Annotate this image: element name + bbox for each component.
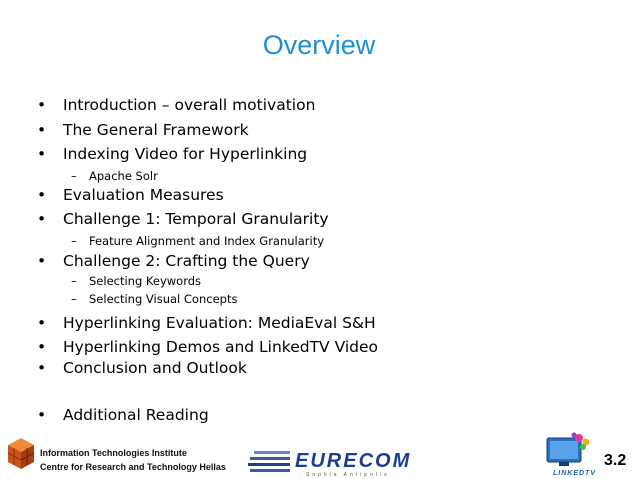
bullet-item <box>37 314 376 332</box>
dash-marker: – <box>71 274 77 288</box>
dash-marker: – <box>71 169 77 183</box>
bullet-text: Evaluation Measures <box>63 186 224 204</box>
bullet-item <box>37 406 209 424</box>
bullet-marker: • <box>37 186 47 204</box>
sub-bullet-item <box>71 274 201 288</box>
bullet-text: Indexing Video for Hyperlinking <box>63 145 308 163</box>
bullet-marker: • <box>37 210 47 228</box>
bullet-marker: • <box>37 252 47 270</box>
bullet-text: Feature Alignment and Index Granularity <box>89 234 325 248</box>
bullet-item <box>37 145 307 163</box>
slide-title: Overview <box>262 30 376 60</box>
bullet-marker: • <box>37 314 47 332</box>
bullet-item <box>37 186 224 204</box>
bullet-marker: • <box>37 96 47 114</box>
bullet-marker: • <box>37 121 47 139</box>
linkedtv-tv-icon <box>545 432 593 470</box>
bullet-text: Hyperlinking Demos and LinkedTV Video <box>63 338 379 356</box>
institute-line1: Information Technologies Institute <box>40 448 187 458</box>
eurecom-logo-text: EURECOM <box>295 450 412 472</box>
eurecom-logo-subtext: Sophia Antipolis <box>306 472 390 478</box>
bullet-item <box>37 121 249 139</box>
bullet-item <box>37 338 378 356</box>
bullet-item <box>37 96 315 114</box>
bullet-item <box>37 210 329 228</box>
bullet-text: Hyperlinking Evaluation: MediaEval S&H <box>63 314 376 332</box>
bullet-text: Conclusion and Outlook <box>63 359 247 377</box>
dash-marker: – <box>71 292 77 306</box>
institute-line2: Centre for Research and Technology Hellas <box>40 462 226 472</box>
bullet-text: Selecting Keywords <box>89 274 202 288</box>
bullet-text: The General Framework <box>63 121 249 139</box>
dash-marker: – <box>71 234 77 248</box>
linkedtv-logo-text: LINKEDTV <box>553 470 596 477</box>
bullet-marker: • <box>37 359 47 377</box>
bullet-item <box>37 252 310 270</box>
bullet-text: Apache Solr <box>89 169 158 183</box>
bullet-marker: • <box>37 338 47 356</box>
bullet-marker: • <box>37 145 47 163</box>
institute-name <box>40 446 226 474</box>
bullet-text: Challenge 2: Crafting the Query <box>63 252 310 270</box>
bullet-text: Selecting Visual Concepts <box>89 292 238 306</box>
sub-bullet-item <box>71 169 158 183</box>
bullet-text: Introduction – overall motivation <box>63 96 316 114</box>
bullet-text: Challenge 1: Temporal Granularity <box>63 210 329 228</box>
bullet-marker: • <box>37 406 47 424</box>
bullet-text: Additional Reading <box>63 406 209 424</box>
bullet-item <box>37 359 247 377</box>
eurecom-stripes-icon <box>248 450 292 476</box>
sub-bullet-item <box>71 292 237 306</box>
footer <box>0 430 638 479</box>
page-number: 3.2 <box>604 452 627 469</box>
sub-bullet-item <box>71 234 324 248</box>
certh-cube-logo <box>6 436 36 472</box>
